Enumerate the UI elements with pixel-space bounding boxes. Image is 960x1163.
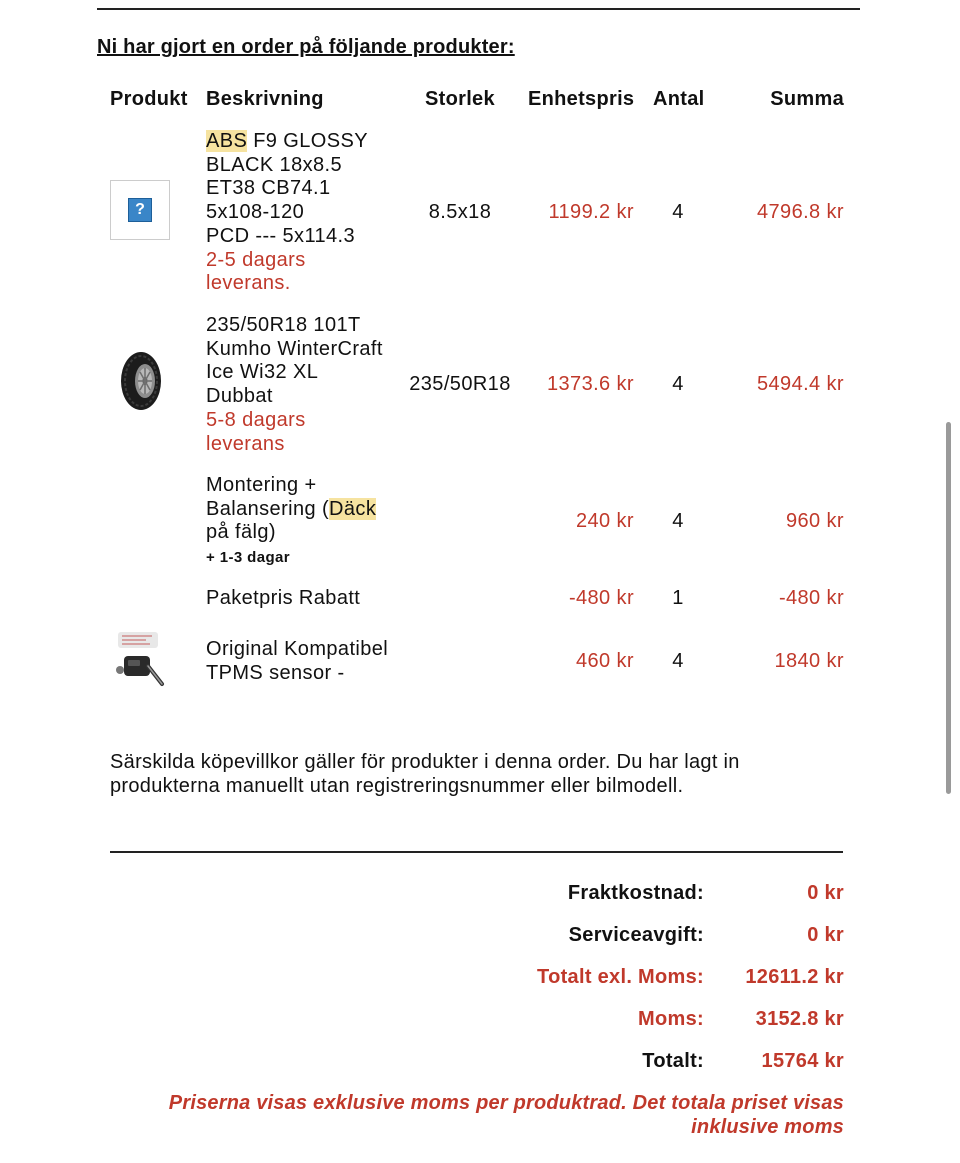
total-excl-vat-value: 12611.2 kr bbox=[745, 966, 844, 988]
extra-delivery-time: + 1-3 dagar bbox=[206, 549, 291, 567]
row-sum: 1840 kr bbox=[774, 650, 844, 672]
tpms-sensor-icon[interactable] bbox=[112, 628, 168, 690]
column-header-produkt: Produkt bbox=[110, 88, 188, 110]
product-image-placeholder[interactable] bbox=[110, 180, 170, 240]
service-fee-label: Serviceavgift: bbox=[568, 924, 704, 946]
product-description: 235/50R18 101T Kumho WinterCraft Ice Wi32 XL Dubbat 5-8 dagars leverans bbox=[206, 314, 383, 455]
shipping-cost-label: Fraktkostnad: bbox=[567, 882, 704, 904]
delivery-time: 2-5 dagars bbox=[206, 248, 306, 271]
service-fee-value: 0 kr bbox=[807, 924, 844, 946]
purchase-terms-note: Särskilda köpevillkor gäller för produkter i denna order. Du har lagt in produkterna manuellt utan registreringsnummer eller bilmodell. bbox=[110, 751, 740, 797]
product-size: 235/50R18 bbox=[409, 373, 511, 395]
unit-price: 460 kr bbox=[576, 650, 634, 672]
quantity: 4 bbox=[672, 373, 684, 395]
unit-price: -480 kr bbox=[568, 587, 634, 609]
totals-divider bbox=[110, 851, 843, 853]
grand-total-label: Totalt: bbox=[642, 1050, 704, 1072]
question-mark-icon: ? bbox=[128, 198, 152, 222]
column-header-enhetspris: Enhetspris bbox=[528, 88, 635, 110]
quantity: 4 bbox=[672, 650, 684, 672]
order-heading: Ni har gjort en order på följande produkter: bbox=[97, 36, 515, 58]
search-highlight: Däck bbox=[329, 497, 377, 520]
search-highlight: ABS bbox=[206, 130, 248, 152]
shipping-cost-value: 0 kr bbox=[807, 882, 844, 904]
vat-disclaimer: Priserna visas exklusive moms per produktrad. Det totala priset visas inklusive moms bbox=[168, 1092, 844, 1138]
unit-price: 240 kr bbox=[576, 510, 634, 532]
column-header-summa: Summa bbox=[770, 88, 844, 110]
product-description: Original Kompatibel TPMS sensor - bbox=[206, 638, 389, 684]
row-sum: -480 kr bbox=[778, 587, 844, 609]
quantity: 4 bbox=[672, 510, 684, 532]
column-header-antal: Antal bbox=[653, 88, 705, 110]
row-sum: 960 kr bbox=[786, 510, 844, 532]
column-header-beskrivning: Beskrivning bbox=[206, 88, 324, 110]
quantity: 1 bbox=[672, 587, 684, 609]
tire-icon[interactable] bbox=[118, 350, 164, 412]
product-description: ABS F9 GLOSSY BLACK 18x8.5 ET38 CB74.1 5x108-120 PCD --- 5x114.3 2-5 dagars leverans. bbox=[206, 130, 368, 295]
product-description: Paketpris Rabatt bbox=[206, 587, 361, 609]
vertical-scrollbar[interactable] bbox=[946, 422, 951, 794]
total-excl-vat-label: Totalt exl. Moms: bbox=[537, 966, 704, 988]
column-header-storlek: Storlek bbox=[425, 88, 495, 110]
quantity: 4 bbox=[672, 201, 684, 223]
top-divider bbox=[97, 8, 860, 10]
unit-price: 1199.2 kr bbox=[548, 201, 634, 223]
unit-price: 1373.6 kr bbox=[547, 373, 634, 395]
row-sum: 4796.8 kr bbox=[757, 201, 844, 223]
product-size: 8.5x18 bbox=[428, 201, 492, 223]
delivery-time: 5-8 dagars bbox=[206, 408, 306, 431]
product-description: Montering + Balansering (Däck på fälg) + 1-3 dagar bbox=[206, 474, 377, 567]
row-sum: 5494.4 kr bbox=[757, 373, 844, 395]
grand-total-value: 15764 kr bbox=[761, 1050, 844, 1072]
vat-label: Moms: bbox=[638, 1008, 704, 1030]
vat-value: 3152.8 kr bbox=[755, 1008, 844, 1030]
